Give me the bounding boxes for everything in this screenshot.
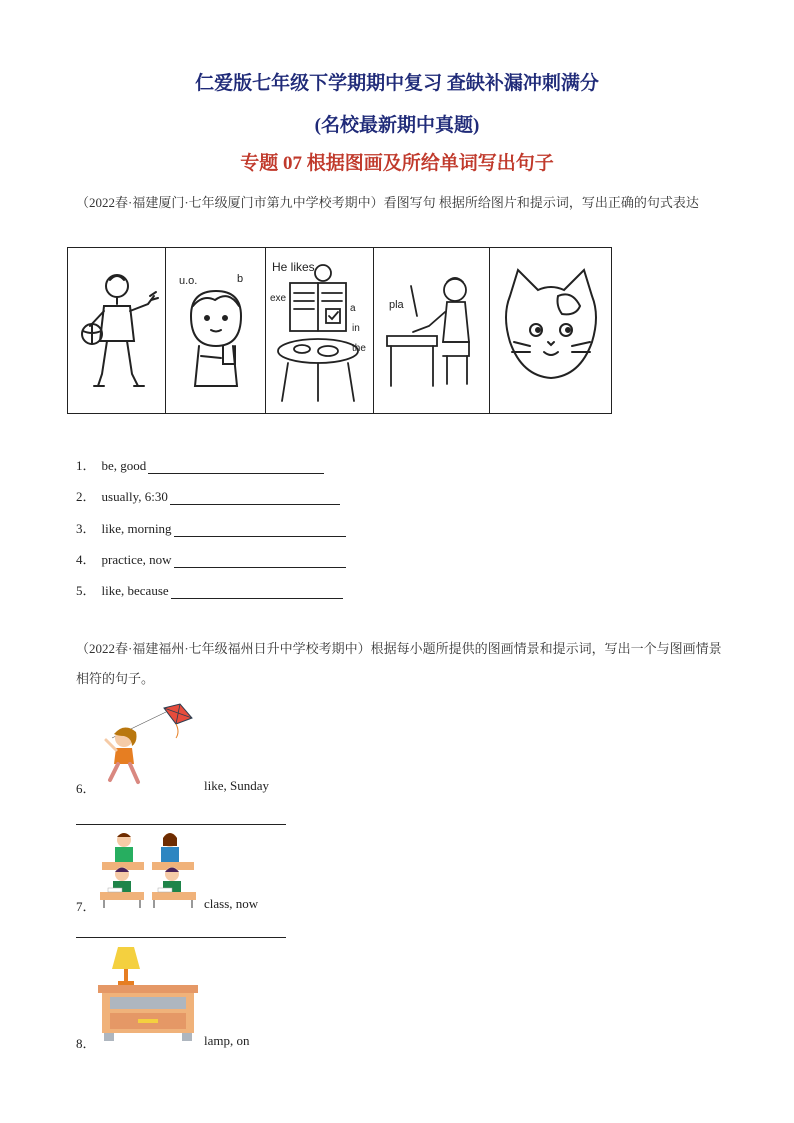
picture-label-exe: exe xyxy=(269,292,286,304)
question-number: 2． xyxy=(76,489,96,504)
picture-label-the: the xyxy=(351,342,366,354)
question-number: 4． xyxy=(76,552,96,567)
picture-classroom xyxy=(98,830,198,910)
picture-table xyxy=(67,247,612,414)
question-number: 1． xyxy=(76,458,96,473)
picture-cat xyxy=(490,248,611,413)
question-hint: practice, now xyxy=(101,552,172,567)
picture-lamp-nightstand xyxy=(96,945,200,1045)
question-7-number: 7． xyxy=(76,899,96,914)
question-6-hint: like, Sunday xyxy=(204,778,269,793)
picture-basketball-boy xyxy=(68,248,166,413)
question-7-answer-line[interactable] xyxy=(76,937,286,938)
picture-piano-girl xyxy=(374,248,490,413)
doc-subtitle: (名校最新期中真题) xyxy=(314,115,480,136)
section1-instruction: （2022春·福建厦门·七年级厦门市第九中学校考期中）看图写句 根据所给图片和提示词，写出正确的句式表达 xyxy=(76,195,699,210)
picture-label-pla: pla xyxy=(388,298,404,311)
question-hint: be, good xyxy=(101,458,147,473)
question-5 xyxy=(76,580,343,599)
question-8-hint: lamp, on xyxy=(204,1033,250,1048)
question-6-answer-line[interactable] xyxy=(76,824,286,825)
picture-reading-man xyxy=(266,248,374,413)
answer-blank[interactable] xyxy=(171,584,343,599)
picture-label-in: in xyxy=(351,322,360,334)
picture-label-uo: u.o. xyxy=(178,274,197,287)
question-hint: like, because xyxy=(101,583,169,598)
picture-label-a: a xyxy=(349,302,356,314)
answer-blank[interactable] xyxy=(148,459,324,474)
picture-kite-girl xyxy=(96,700,196,790)
question-7-hint: class, now xyxy=(204,896,259,911)
picture-label-b: b xyxy=(236,272,243,285)
topic-title: 专题 07 根据图画及所给单词写出句子 xyxy=(240,153,554,174)
answer-blank[interactable] xyxy=(170,490,340,505)
picture-drinking-girl xyxy=(166,248,266,413)
question-number: 5． xyxy=(76,583,96,598)
picture-label-he-likes: He likes xyxy=(271,259,315,274)
question-2 xyxy=(76,486,340,505)
answer-blank[interactable] xyxy=(174,553,346,568)
question-number: 3． xyxy=(76,521,96,536)
question-4 xyxy=(76,549,346,568)
answer-blank[interactable] xyxy=(174,522,346,537)
section2-instruction: （2022春·福建福州·七年级福州日升中学校考期中）根据每小题所提供的图画情景和提示词，写出一个与图画情景相符的句子。 xyxy=(76,641,722,686)
doc-title: 仁爱版七年级下学期期中复习 查缺补漏冲刺满分 xyxy=(195,73,599,94)
question-6-number: 6． xyxy=(76,781,96,796)
question-8-number: 8． xyxy=(76,1036,96,1051)
question-hint: like, morning xyxy=(101,521,172,536)
question-1 xyxy=(76,455,324,474)
question-hint: usually, 6:30 xyxy=(101,489,168,504)
question-3 xyxy=(76,518,346,537)
